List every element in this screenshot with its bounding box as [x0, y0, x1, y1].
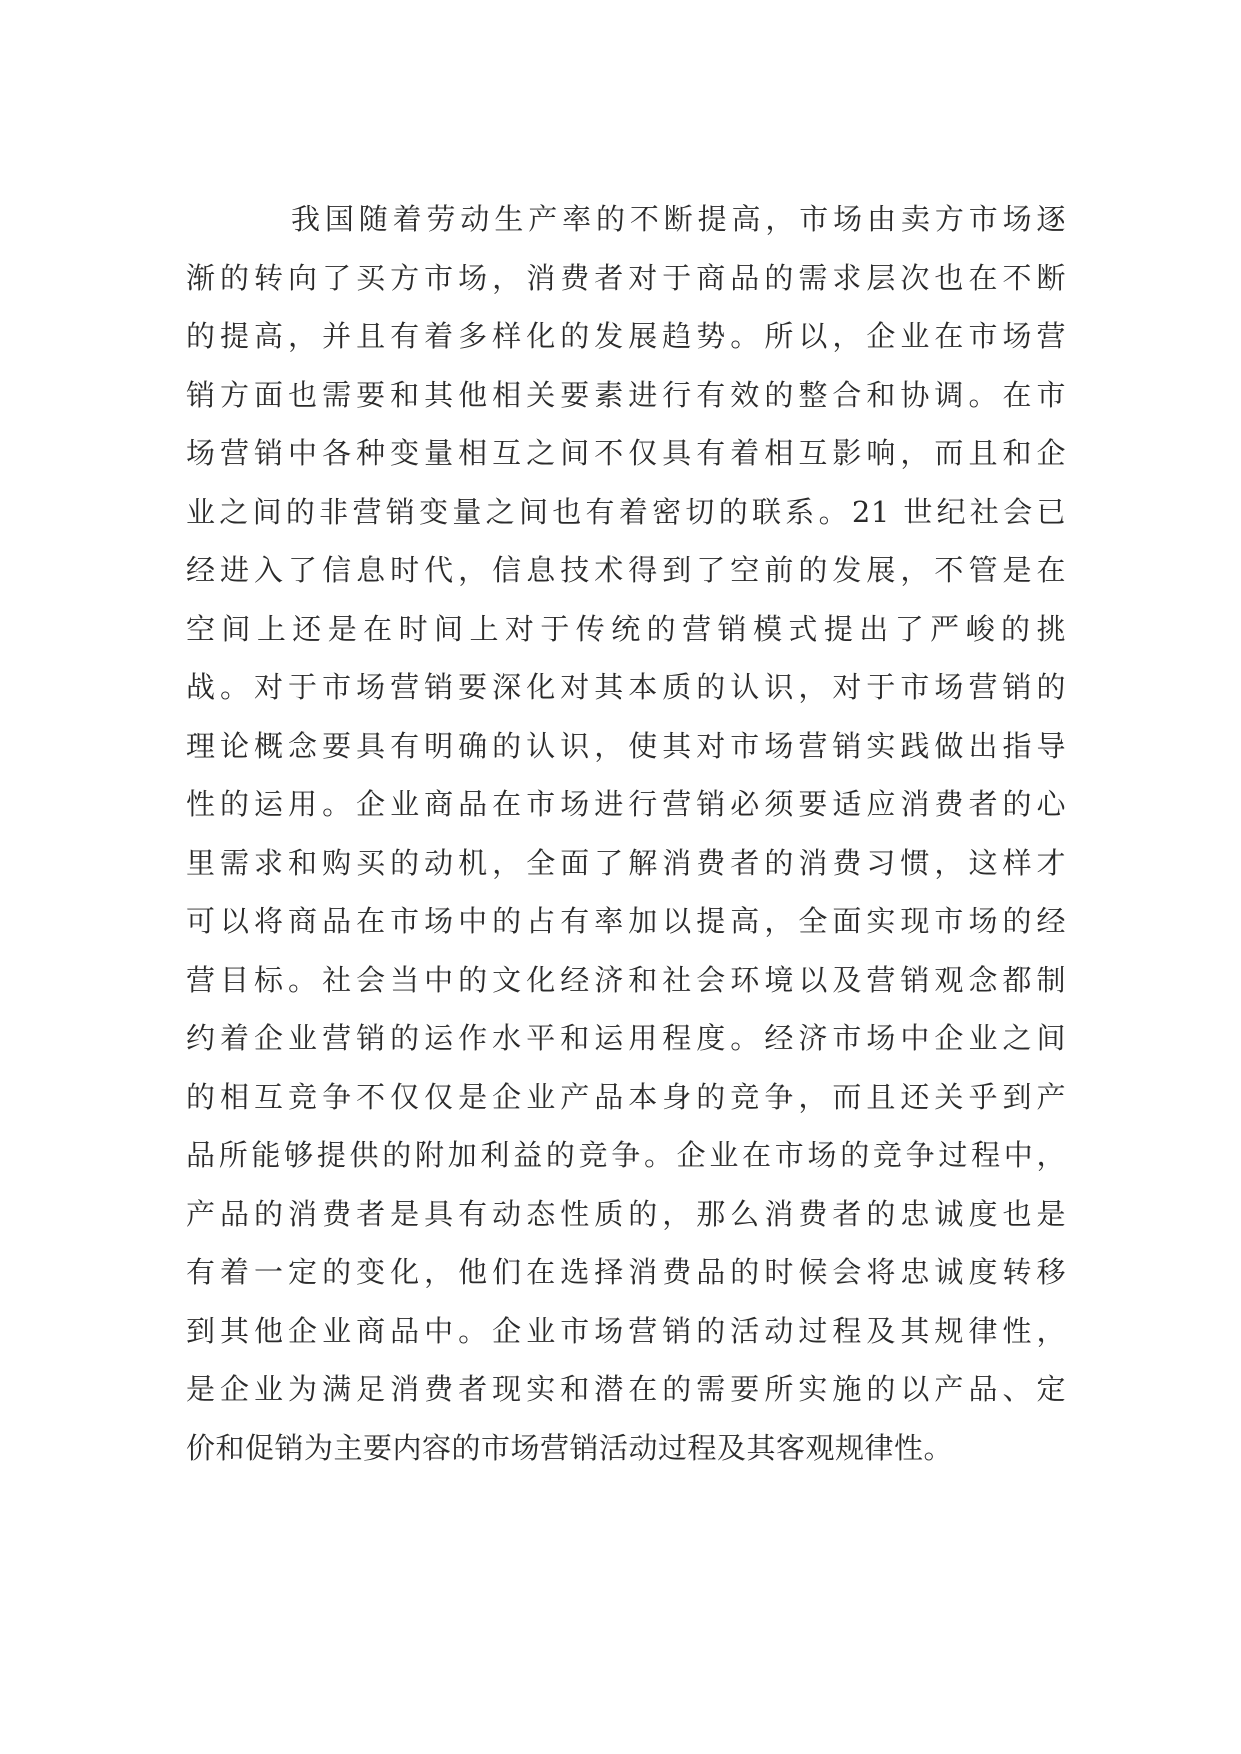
paragraph-line: 是企业为满足消费者现实和潜在的需要所实施的以产品、定: [186, 1372, 1066, 1406]
paragraph-line: 空间上还是在时间上对于传统的营销模式提出了严峻的挑: [186, 611, 1066, 646]
paragraph-line: 的提高，并且有着多样化的发展趋势。所以，企业在市场营: [186, 319, 1066, 353]
paragraph-line: 营目标。社会当中的文化经济和社会环境以及营销观念都制: [186, 962, 1066, 997]
paragraph-line: 可以将商品在市场中的占有率加以提高，全面实现市场的经: [186, 904, 1066, 938]
body-paragraph: [186, 190, 1066, 1477]
paragraph-line: 品所能够提供的附加利益的竞争。企业在市场的竞争过程中，: [186, 1138, 1066, 1172]
paragraph-line: 到其他企业商品中。企业市场营销的活动过程及其规律性，: [186, 1313, 1066, 1348]
paragraph-line: 的相互竞争不仅仅是企业产品本身的竞争，而且还关乎到产: [186, 1079, 1066, 1114]
paragraph-line: 业之间的非营销变量之间也有着密切的联系。21 世纪社会已: [186, 494, 1066, 529]
paragraph-line: 战。对于市场营销要深化对其本质的认识，对于市场营销的: [186, 670, 1066, 704]
paragraph-line: 约着企业营销的运作水平和运用程度。经济市场中企业之间: [186, 1021, 1066, 1055]
paragraph-line: 销方面也需要和其他相关要素进行有效的整合和协调。在市: [186, 377, 1066, 412]
paragraph-line: 性的运用。企业商品在市场进行营销必须要适应消费者的心: [186, 787, 1066, 821]
paragraph-line: 场营销中各种变量相互之间不仅具有着相互影响，而且和企: [186, 436, 1066, 470]
paragraph-line: 经进入了信息时代，信息技术得到了空前的发展，不管是在: [186, 553, 1066, 587]
paragraph-line: 有着一定的变化，他们在选择消费品的时候会将忠诚度转移: [186, 1255, 1066, 1289]
paragraph-line: 价和促销为主要内容的市场营销活动过程及其客观规律性。: [186, 1430, 954, 1465]
paragraph-line: 渐的转向了买方市场，消费者对于商品的需求层次也在不断: [186, 260, 1066, 295]
paragraph-line: 里需求和购买的动机，全面了解消费者的消费习惯，这样才: [186, 845, 1066, 880]
paragraph-line: 理论概念要具有明确的认识，使其对市场营销实践做出指导: [186, 728, 1066, 763]
paragraph-line: 产品的消费者是具有动态性质的，那么消费者的忠诚度也是: [186, 1196, 1066, 1231]
paragraph-line: 我国随着劳动生产率的不断提高，市场由卖方市场逐: [291, 202, 1066, 236]
